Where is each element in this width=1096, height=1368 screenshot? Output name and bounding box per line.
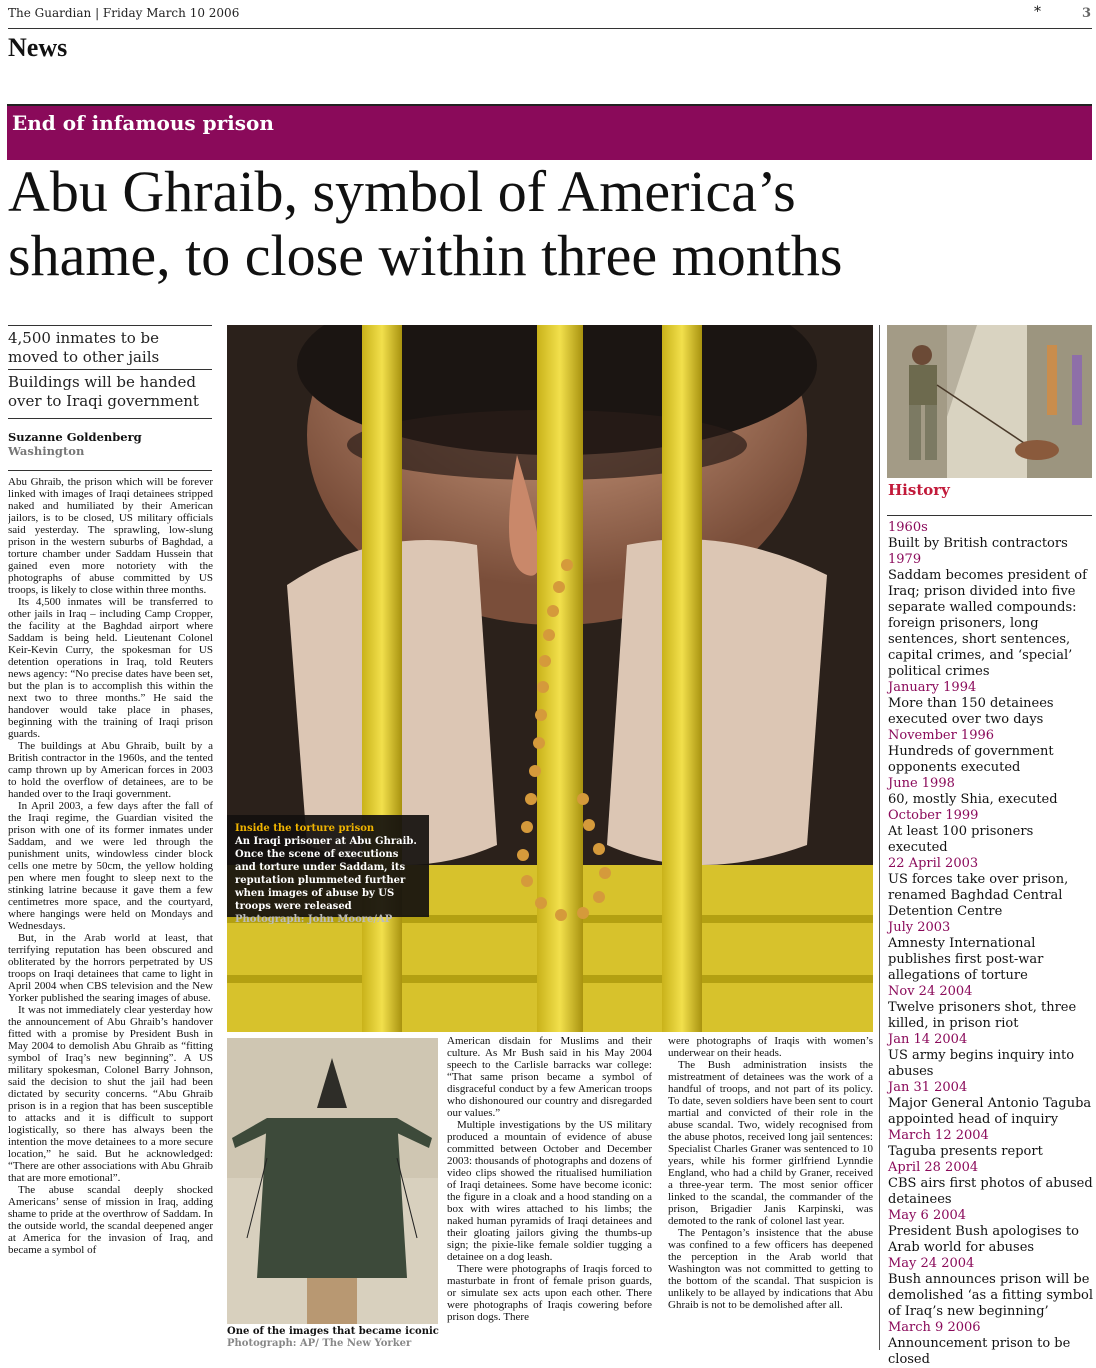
history-event: More than 150 detainees executed over two days (888, 696, 1054, 727)
history-year: October 1999 (888, 808, 979, 823)
masthead-rule (8, 28, 1092, 29)
col4-paragraph: The Pentagon’s insistence that the abuse was confined to a few officers has deepened the perception in the Arab world that Washington was not committed to getting to the bottom of the scandal. That suspicion is unlikely to be allayed by indications that Abu Ghraib is not to be demolished after all. (668, 1227, 873, 1311)
photo2-credit: Photograph: AP/ The New Yorker (227, 1338, 412, 1349)
corridor-illustration (887, 325, 1092, 478)
section-title: News (8, 33, 68, 62)
history-rule (887, 515, 1092, 516)
star-mark: * (1034, 4, 1041, 20)
history-event: Built by British contractors (888, 536, 1068, 551)
deck-item-1: 4,500 inmates to be moved to other jails (8, 329, 160, 366)
history-event: Amnesty International publishes first post-war allegations of torture (888, 936, 1044, 983)
article-column-4 (668, 1035, 873, 1353)
col1-paragraph: In April 2003, a few days after the fall of the Iraqi regime, the Guardian visited the prison with one of its former inmates under Saddam, and we were led through the punishment units, windowless cinder block cells one metre by 50cm, the yellow holding pen where men fought to sleep next to the stinking latrine because it gave them a few centimetres more space, and the courtyard, where hangings were held on Mondays and Wednesdays. (8, 800, 213, 932)
article-column-1 (8, 476, 213, 1356)
history-event: Major General Antonio Taguba appointed head of inquiry (888, 1096, 1092, 1127)
history-year: November 1996 (888, 728, 995, 743)
history-event: Twelve prisoners shot, three killed, in prison riot (888, 1000, 1077, 1031)
history-year: 22 April 2003 (888, 856, 979, 871)
headline (8, 160, 1092, 288)
col1-paragraph: The abuse scandal deeply shocked Americans’ sense of mission in Iraq, adding shame to pride at the overthrow of Saddam. In the outside world, the scandal deepened anger at America for the invasion of Iraq, and became a symbol of (8, 1184, 213, 1256)
history-year: April 28 2004 (888, 1160, 979, 1175)
headline-line-2: shame, to close within three months (8, 223, 843, 288)
corridor-photo (887, 325, 1092, 478)
history-event: Taguba presents report (888, 1144, 1043, 1159)
col4-paragraph: The Bush administration insists the mistreatment of detainees was the work of a handful of troops, and not part of its policy. To date, seven soldiers have been sent to court martial and convicted of their role in the abuse scandal. Two, widely recognised from the abuse photos, received long jail sentences: Specialist Charles Graner was sentenced to 10 years, while his former girlfriend Lynndie England, who had a child by Graner, received a three-year term. The most senior officer linked to the scandal, the commander of the prison, Brigadier Janis Karpinski, was demoted to the rank of colonel last year. (668, 1059, 873, 1227)
history-year: May 6 2004 (888, 1208, 967, 1223)
history-event: CBS airs first photos of abused detainees (888, 1176, 1093, 1207)
hooded-figure-illustration (227, 1038, 438, 1324)
history-title: History (888, 481, 950, 499)
history-year: May 24 2004 (888, 1256, 975, 1271)
caption-text: An Iraqi prisoner at Abu Ghraib. Once the scene of executions and torture under Saddam, its reputation plummeted further when images of abuse by US troops were released (235, 836, 417, 912)
col3-paragraph: American disdain for Muslims and their culture. As Mr Bush said in his May 2004 speech to the Carlisle barracks war college: “That same prison became a symbol of disgraceful conduct by a few American troops who dishonoured our country and disregarded our values.” (447, 1035, 652, 1119)
history-year: Jan 14 2004 (888, 1032, 968, 1047)
column-divider (879, 325, 880, 1350)
deck-rule-bottom (8, 418, 212, 419)
deck-rule-middle (8, 369, 212, 370)
kicker-text: End of infamous prison (12, 111, 274, 135)
byline-location: Washington (8, 444, 85, 458)
col1-paragraph: Abu Ghraib, the prison which will be forever linked with images of Iraqi detainees stripped naked and humiliated by their American jailors, is to be closed, US military officials said yesterday. The sprawling, low-slung prison in the western suburbs of Baghdad, a torture chamber under Saddam Hussein that gained even more notoriety with the photographs of abuse committed by US troops, is likely to close within three months. (8, 476, 213, 596)
masthead-date: The Guardian | Friday March 10 2006 (8, 6, 240, 20)
history-year: Nov 24 2004 (888, 984, 973, 999)
history-event: Hundreds of government opponents executed (888, 744, 1054, 775)
deck-rule-top (8, 325, 212, 326)
col3-paragraph: There were photographs of Iraqis forced to masturbate in front of female prison guards, or simulate sex acts upon each other. There were photographs of Iraqis cowering before prison dogs. There (447, 1263, 652, 1323)
history-year: June 1998 (888, 776, 955, 791)
history-timeline (888, 520, 1094, 1368)
col1-paragraph: It was not immediately clear yesterday how the announcement of Abu Ghraib’s handover fitted with a promise by President Bush in May 2004 to demolish Abu Ghraib as “fitting symbol of Iraq’s new beginning”. A US military spokesman, Colonel Barry Johnson, said the decision to shut the jail had been dictated by security concerns. “Abu Ghraib prison is in a region that has been susceptible to attacks and it is difficult to support logistically, so there has always been the intention the move detainees to a more secure location,” he said. But he acknowledged: “There are other associations with Abu Ghraib that are more emotional”. (8, 1004, 213, 1184)
main-photo-caption (227, 815, 429, 925)
history-event: US forces take over prison, renamed Baghdad Central Detention Centre (888, 872, 1069, 919)
kicker-banner (7, 104, 1092, 160)
history-event: 60, mostly Shia, executed (888, 792, 1058, 807)
col1-paragraph: The buildings at Abu Ghraib, built by a British contractor in the 1960s, and the tented camp thrown up by American forces in 2003 to hold the overflow of detainees, are to be handed over to the Iraqi government. (8, 740, 213, 800)
caption-title: Inside the torture prison (235, 823, 375, 834)
headline-line-1: Abu Ghraib, symbol of America’s (8, 159, 796, 224)
deck-item-2: Buildings will be handed over to Iraqi government (8, 373, 199, 410)
hooded-prisoner-photo (227, 1038, 438, 1324)
col1-paragraph: But, in the Arab world at least, that terrifying reputation has been obscured and obliterated by the horrors perpetrated by US troops on Iraqi detainees that came to light in April 2004 when CBS television and the New Yorker published the searing images of abuse. (8, 932, 213, 1004)
caption-credit: Photograph: John Moore/AP (235, 914, 393, 925)
byline-rule (8, 470, 212, 471)
photo2-caption: One of the images that became iconic (227, 1326, 439, 1337)
col3-paragraph: Multiple investigations by the US military produced a mountain of evidence of abuse committed between October and December 2003: thousands of photographs and dozens of video clips showed the ritualised humiliation of Iraqi detainees. Some have become iconic: the figure in a cloak and a hood standing on a box with wires attached to his limbs; the naked human pyramids of Iraqi detainees and their gloating jailors giving the thumbs-up sign; the pixie-like female soldier tugging a detainee on a dog leash. (447, 1119, 652, 1263)
byline-author: Suzanne Goldenberg (8, 430, 142, 444)
history-year: January 1994 (888, 680, 977, 695)
history-year: 1960s (888, 520, 928, 535)
article-column-3 (447, 1035, 652, 1353)
history-year: July 2003 (888, 920, 951, 935)
history-event: Saddam becomes president of Iraq; prison divided into five separate walled compounds: foreign prisoners, long sentences, short sentences, capital crimes, and ‘special’ political crimes (888, 568, 1087, 679)
history-event: Bush announces prison will be demolished ‘as a fitting symbol of Iraq’s new beginning’ (888, 1272, 1093, 1319)
page-number: 3 (1082, 6, 1092, 21)
history-event: US army begins inquiry into abuses (888, 1048, 1075, 1079)
history-event: Announcement prison to be closed (888, 1336, 1071, 1367)
col1-paragraph: Its 4,500 inmates will be transferred to other jails in Iraq – including Camp Cropper, the facility at the Baghdad airport where Saddam is being held. Lieutenant Colonel Keir-Kevin Curry, the spokesman for US detention operations in Iraq, told Reuters news agency: “No precise dates have been set, but the plan is to accomplish this within the next two to three months.” He said the handover would take place in phases, beginning with the training of Iraqi prison guards. (8, 596, 213, 740)
history-year: 1979 (888, 552, 922, 567)
history-event: At least 100 prisoners executed (888, 824, 1034, 855)
history-year: March 9 2006 (888, 1320, 981, 1335)
history-event: President Bush apologises to Arab world for abuses (888, 1224, 1079, 1255)
history-year: March 12 2004 (888, 1128, 989, 1143)
col4-paragraph: were photographs of Iraqis with women’s underwear on their heads. (668, 1035, 873, 1059)
history-year: Jan 31 2004 (888, 1080, 968, 1095)
